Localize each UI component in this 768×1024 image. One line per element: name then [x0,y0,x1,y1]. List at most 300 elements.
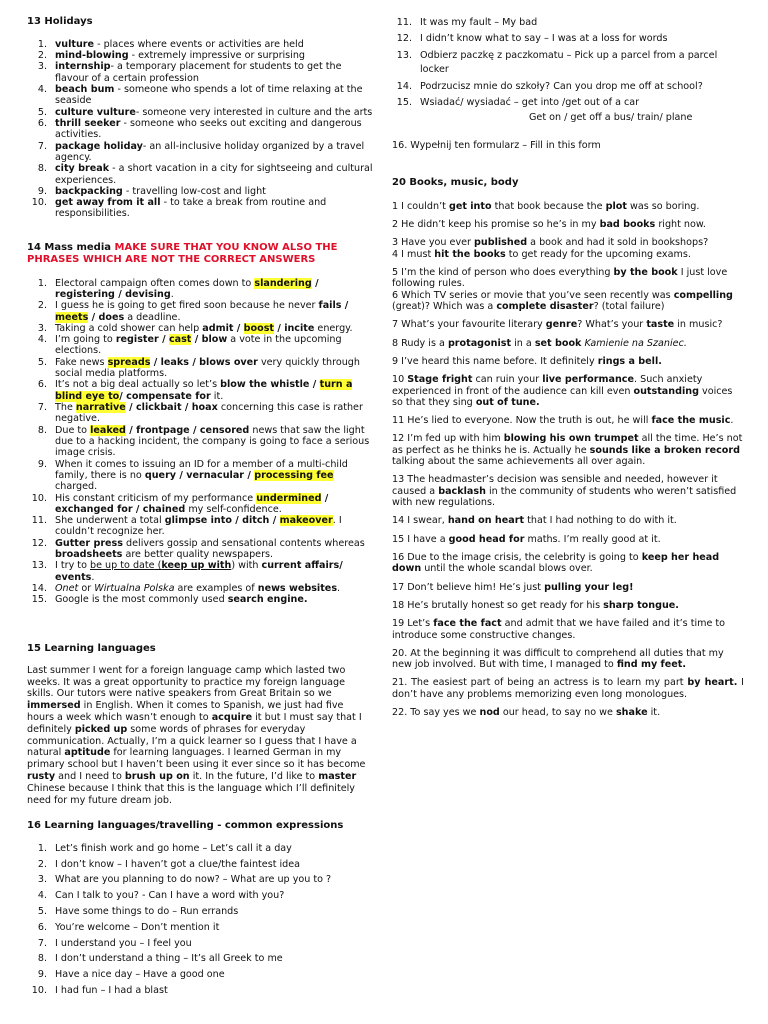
keyword: protagonist [447,337,512,349]
term: events [55,571,92,583]
text: . [337,583,341,595]
sentence [392,552,744,575]
paragraph [27,665,369,807]
option: leaks / blows over [160,356,258,368]
sentence [392,356,744,367]
item-number: 15. [31,594,47,606]
list-item [27,874,377,885]
expression: Have some things to do – Run errands [55,906,239,918]
definition: - someone who seeks out exciting and dangerous activities. [55,117,362,141]
sentence [392,534,744,545]
keyword: by heart. [687,677,738,689]
text: Chinese because I think that this is the language which I’ll definitely need for my future dream job. [27,782,355,806]
sentence [392,201,744,212]
expression: Have a nice day – Have a good one [55,969,225,981]
item-number: 5. [37,106,47,118]
text: voices so that they sing [392,385,733,408]
sentence [392,515,744,526]
separator: / [125,424,137,436]
term: city break [55,163,110,175]
text: ) with [231,560,262,572]
section-warning: MAKE SURE THAT YOU KNOW ALSO THE PHRASES WHICH ARE NOT THE CORRECT ANSWERS [27,242,338,265]
list-item [27,583,377,594]
expression: I don’t know – I haven’t got a clue/the faintest idea [55,858,301,870]
text: 21. The easiest part of being an actress is to learn my part [392,677,688,689]
list-item [392,80,744,94]
text: It’s not a big deal actually so let’s [55,379,221,391]
separator: / [158,334,169,346]
option: does [98,311,125,323]
item-number: 14. [31,583,47,595]
expression-item-16: 16. Wypełnij ten formularz – Fill in this form [392,139,601,151]
expression: I didn’t know what to say – I was at a loss for words [420,33,668,45]
option: fails [318,300,342,312]
item-number: 6. [37,379,47,391]
sentence [392,374,744,408]
list-item [27,922,377,933]
answer-highlight: spreads [107,356,151,368]
item-number: 2. [37,858,47,870]
keyword: keep her head down [392,551,720,575]
separator: / [244,469,255,481]
sentence [392,600,744,611]
text: our head, to say no we [499,707,616,719]
item-number: 6. [37,921,47,933]
separator: / [269,515,280,527]
keyword: out of tune. [475,396,540,408]
separator: / [88,311,99,323]
list-item [27,594,377,605]
keyword: genre [545,319,578,331]
text: She underwent a total [55,515,165,527]
answer-highlight: leaked [90,424,126,436]
text: it. [647,707,661,719]
item-number: 5. [37,356,47,368]
item-number: 2. [37,300,47,312]
keyword: good head for [448,533,525,545]
list-item [27,379,377,402]
sentence [392,474,744,508]
term: get away from it all [55,197,161,209]
keyword: compelling [673,289,733,301]
list-item [392,32,744,46]
definition: - travelling low-cost and light [122,185,266,197]
list-item [27,425,377,459]
term: package holiday [55,140,143,152]
term: news websites [257,583,338,595]
sentence [392,677,744,700]
answer-highlight: processing fee [254,469,334,481]
text: concerning this case is rather negative. [55,402,363,425]
list-item [27,859,377,870]
answer-highlight: slandering [254,277,312,289]
text: in music? [674,319,723,331]
text: . Such anxiety experienced in front of the audience can kill even [392,374,703,397]
text: very quickly through social media platforms. [55,356,360,380]
definition: - to take a break from routine and responsibilities. [55,197,327,220]
term: mind-blowing [55,50,129,62]
expression: Wsiadać/ wysiadać – get into /get out of a car [420,96,640,108]
list-item [27,278,377,301]
text: 16 Due to the image crisis, the celebrity is going to [392,551,642,563]
keyword: immersed [27,700,81,712]
keyword: hit the books [434,248,506,260]
list-item [392,49,744,78]
item-number: 1. [37,38,47,50]
text: Fake news [55,356,108,368]
list-item [27,323,377,334]
list-item [27,197,377,220]
text: 18 He’s brutally honest so get ready for his [392,599,604,611]
sentence [392,219,744,230]
item-number: 4. [37,890,47,902]
text: all the time. He’s not as perfect as he thinks he is. Actually he [392,433,743,456]
answer-highlight: meets [55,311,89,323]
keyword: aptitude [64,747,111,759]
text: in the community of students who weren’t satisfied with new regulations. [392,485,737,509]
term: Gutter press [55,537,123,549]
option: register [115,334,159,346]
term: backpacking [55,185,123,197]
item-number: 13. [396,49,412,61]
option: clickbait / hoax [135,402,218,414]
text: 5 I’m the kind of person who does everything [392,267,614,279]
term: broadsheets [55,549,123,561]
keyword: nod [479,707,500,719]
option: blow [201,334,228,346]
keyword: backlash [438,485,486,497]
item-number: 10. [31,492,47,504]
text: it but I must say that I definitely [27,711,362,735]
text: 17 Don’t believe him! He’s just [392,581,545,593]
text: for learning languages. I learned German in my primary school but I haven’t been using it ever since so it has become [27,747,366,771]
item-number: 9. [37,185,47,197]
keyword: set book [534,337,582,349]
list-item [27,493,377,516]
definition: - an all-inclusive holiday organized by a travel agency. [55,140,365,163]
text: Google is the most commonly used [55,594,228,606]
expression: Can I talk to you? - Can I have a word with you? [55,890,285,902]
text: news that saw the light due to a hacking incident, the company is going to face a serious image crisis. [55,424,370,459]
option: blow the whistle [220,379,310,391]
sentence [392,415,744,426]
list-item [27,969,377,980]
text: 6 Which TV series or movie that you’ve seen recently was [392,289,674,301]
term: internship [55,61,111,73]
text: 13 The headmaster’s decision was sensible and needed, however it caused a [392,474,718,497]
list-item [27,118,377,141]
keyword: brush up on [124,770,190,782]
answer-highlight: turn a blind eye to [55,379,353,402]
list-item [27,300,377,323]
text: . [91,571,95,583]
text: 11 He’s lied to everyone. Now the truth is out, he will [392,415,652,427]
keyword: hand on heart [447,515,525,527]
text: some words of phrases for everyday communication. Actually, I’m a quick learner so I guess that I have a natural [27,723,357,759]
list-item [27,560,377,583]
sentence [392,267,744,290]
section-title: 16 Learning languages/travelling - common expressions [27,820,344,831]
keyword: plot [605,200,627,212]
list-item [27,141,377,164]
text: Taking a cold shower can help [55,322,203,334]
item-number: 7. [37,140,47,152]
keyword: face the fact [433,618,502,630]
item-number: 10. [31,197,47,209]
item-number: 11. [31,515,47,527]
section-title: 20 Books, music, body [392,177,519,188]
keyword: taste [646,319,675,331]
text: The [55,402,76,414]
list-item [27,39,377,50]
definition: - a short vacation in a city for sightseeing and cultural experiences. [55,163,373,186]
term: culture vulture [55,106,136,118]
option: frontpage / censored [136,424,250,436]
expression-line: Get on / get off a bus/ train/ plane [529,112,693,124]
text: 3 Have you ever [392,237,475,249]
sentence [392,582,744,593]
item-number: 3. [37,61,47,73]
keyword: bad books [599,219,656,231]
sentence [392,648,744,671]
item-number: 8. [37,953,47,965]
item-number: 10. [31,985,47,997]
keyword: shake [615,707,648,719]
text: . [730,415,734,427]
text: 1 I couldn’t [392,200,449,212]
section-title: 13 Holidays [27,16,93,27]
holiday-vocab-list [27,39,377,220]
expressions-list [27,843,377,997]
list-item [27,50,377,61]
expression: Let’s finish work and go home – Let’s call it a day [55,842,292,854]
text: 10 [392,374,408,386]
list-item [27,906,377,917]
text: are better quality newspapers. [122,549,274,561]
definition: - places where events or activities are held [94,38,304,50]
keyword: live performance [542,374,634,386]
answer-highlight: undermined [256,492,322,504]
keyword: picked up [74,723,128,735]
item-number: 15. [396,96,412,108]
text: I try to [55,560,90,572]
list-item [392,96,744,110]
text: charged. [55,481,98,493]
italic-name: Wirtualna Polska [94,583,175,595]
text: it. In the future, I’d like to [189,770,319,782]
italic-name: Onet [55,583,79,595]
item-number: 4. [37,334,47,346]
keyword: outstanding [633,385,699,397]
expression: It was my fault – My bad [420,17,538,28]
list-item [27,61,377,84]
sentence [392,237,744,248]
item-number: 14. [396,80,412,92]
separator: / [119,390,127,402]
list-item [27,515,377,538]
keyword: face the music [651,415,731,427]
list-item [27,890,377,901]
underlined-answer: keep up with [161,560,232,572]
separator: / [339,560,343,572]
list-item [27,334,377,357]
text: . [170,288,174,300]
text: I don’t have any problems memorizing even long monologues. [392,677,745,700]
option: exchanged for / chained [55,503,186,515]
list-item [392,16,744,30]
definition: - extremely impressive or surprising [128,50,306,62]
list-item [27,402,377,425]
text: His constant criticism of my performance [55,492,257,504]
separator: / [125,402,136,414]
section-title-text: 14 Mass media [27,242,115,253]
section-title: 15 Learning languages [27,643,156,654]
expression: Odbierz paczkę z paczkomatu – Pick up a parcel from a parcel locker [420,49,718,76]
item-number: 8. [37,424,47,436]
section-learning-languages [27,643,369,806]
text: and I need to [55,770,125,782]
list-item [27,84,377,107]
item-number: 2. [37,50,47,62]
item-number: 7. [37,937,47,949]
sentence [392,319,744,330]
keyword: complete disaster [496,300,594,312]
text: . I couldn’t recognize her. [55,515,342,538]
term: current affairs [261,560,340,572]
item-number: 4. [37,84,47,96]
text: a vote in the upcoming elections. [55,334,342,357]
text: (great)? Which was a [392,300,497,312]
text: and admit that we have failed and it’s time to introduce some constructive changes. [392,618,726,641]
text: until the whole scandal blows over. [421,563,593,575]
text: a book and had it sold in bookshops? [527,237,709,249]
keyword: sounds like a broken record [589,444,740,456]
text: that I had nothing to do with it. [524,515,677,527]
term: beach bum [55,84,115,96]
item-number: 8. [37,163,47,175]
text: 7 What’s your favourite literary [392,319,546,331]
sentence [392,249,744,260]
text: ? (total failure) [593,300,665,312]
section-common-expressions-continued [392,16,744,151]
sentence [392,338,744,349]
list-item [27,938,377,949]
book-title: Kamienie na Szaniec. [584,337,687,349]
text: I’m going to [55,334,116,346]
text: I just love following rules. [392,267,728,290]
text: in a [511,337,535,349]
item-number: 3. [37,874,47,886]
list-item [27,538,377,561]
item-number: 3. [37,322,47,334]
item-number: 13. [31,560,47,572]
expression: You’re welcome – Don’t mention it [55,921,220,933]
text: ? What’s your [577,319,647,331]
text: in English. When it comes to Spanish, we just had five hours a week which wasn’t enough to [27,700,344,723]
section-holidays [27,16,377,220]
text: are examples of [174,583,258,595]
text: 14 I swear, [392,515,448,527]
expression: I don’t understand a thing – It’s all Greek to me [55,953,283,965]
section-title [27,242,377,266]
item-number: 11. [396,17,412,28]
keyword: blowing his own trumpet [503,433,639,445]
item-number: 12. [31,537,47,549]
option: query / vernacular [144,469,245,481]
list-item [27,357,377,380]
sentence [392,707,744,718]
text: Due to [55,424,91,436]
separator: / [150,356,161,368]
text: energy. [314,322,353,334]
item-number: 1. [37,277,47,289]
separator: / [321,492,329,504]
section-mass-media [27,242,377,606]
section-common-expressions [27,820,377,1001]
text: 9 I’ve heard this name before. It definitely [392,355,598,367]
text: right now. [655,219,706,231]
option: registering / devising [55,288,171,300]
text: 15 I have a [392,533,449,545]
keyword: rings a bell. [597,355,662,367]
expression: Podrzucisz mnie do szkoły? Can you drop me off at school? [420,80,703,92]
answer-highlight: boost [243,322,274,334]
definition: - a temporary placement for students to get the flavour of a certain profession [55,61,342,84]
list-item [27,186,377,197]
list-item [27,163,377,186]
keyword: Stage fright [407,374,473,386]
term: thrill seeker [55,117,121,129]
text: was so boring. [626,200,700,212]
text: to get ready for the upcoming exams. [505,248,691,260]
text: 22. To say yes we [392,707,480,719]
text: Last summer I went for a foreign language camp which lasted two weeks. It was a great opportunity to practice my foreign language skills. Our tutors were native speakers from Great Britain so we [27,664,346,700]
text: can ruin your [472,374,543,386]
text: talking about the same achievements all over again. [392,456,646,468]
separator: / [191,334,202,346]
item-number: 1. [37,842,47,854]
text: I guess he is going to get fired soon because he never [55,300,319,312]
keyword: published [474,237,528,249]
term: vulture [55,38,95,50]
separator: / [341,300,349,312]
expressions-list [392,16,744,110]
text: a deadline. [124,311,181,323]
option: admit [202,322,234,334]
item-number: 7. [37,402,47,414]
answer-highlight: makeover [279,515,333,527]
separator: / [274,322,285,334]
keyword: by the book [613,267,678,279]
text: 2 He didn’t keep his promise so he’s in my [392,219,600,231]
list-item [27,107,377,118]
expression: What are you planning to do now? – What are up you to ? [55,874,332,886]
text: 20. At the beginning it was difficult to comprehend all duties that my new job involved. But with time, I managed to [392,647,724,671]
text: my self-confidence. [185,503,282,515]
expression: I understand you – I feel you [55,937,192,949]
underlined-phrase: be up to date [90,560,155,572]
text: Electoral campaign often comes down to [55,277,255,289]
separator: / [233,322,244,334]
list-item [27,459,377,493]
option: glimpse into / ditch [164,515,270,527]
text: 19 Let’s [392,618,434,630]
answer-highlight: cast [168,334,192,346]
section-books-music-body [392,177,744,718]
keyword: master [318,770,357,782]
sentence [392,290,744,313]
option: compensate for [126,390,211,402]
